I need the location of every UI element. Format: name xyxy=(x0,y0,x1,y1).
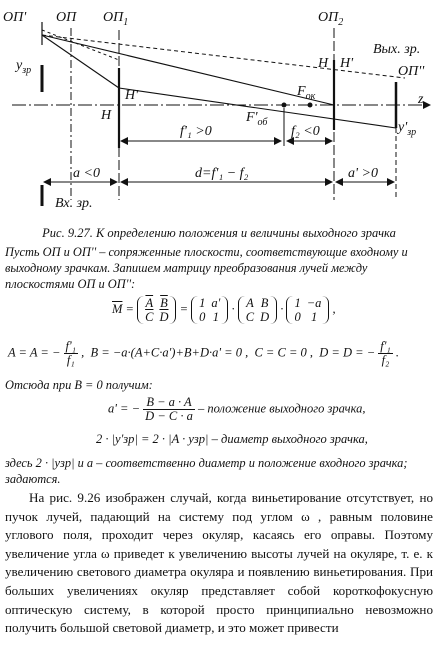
label-op: ОП xyxy=(56,10,77,25)
label-h2-prime: H' xyxy=(340,56,354,71)
body-paragraph: На рис. 9.26 изображен случай, когда виньетирование отсутствует, но пучок лучей, падающий на систему под углом ω , равным половине углового поля, проходит через окуляр, касаясь его оправы. Поэтому увеличение угла ω приведет к увеличению высоты лучей на окуляре, т. е. к увеличению светового диаметра окуляра и появлению виньетирования. При больших увеличениях окуляр представляет собой короткофокусную оптическую систему, в которой просто принципиально невозможно получить большой световой диаметр, и это может привести xyxy=(5,490,433,636)
coefficients-equation: A = A = − $\frac{\text{f'₁}}{\text{f₁}}$ , B = −a·(A+C·a')+B+D·a' = 0 , C = C = 0 , D = D = − $\frac{\text{f'₁}}{\text{f₂}}$ . xyxy=(8,339,399,367)
label-z: z xyxy=(418,92,424,107)
ray-solid-1 xyxy=(42,35,334,105)
label-f-ob: $F'_{об}$ xyxy=(246,110,268,128)
paragraph-conjugate-planes: Пусть ОП и ОП'' – сопряженные плоскости, соответствующие входному и выходному зрачкам. Запишем матрицу преобразования лучей между плоскостями ОП и ОП'': xyxy=(5,245,408,291)
label-a-prime: a' >0 xyxy=(348,166,378,181)
label-d: d=f'₁ − f₂ xyxy=(195,166,249,181)
point-f-ob xyxy=(282,103,287,108)
label-y-zr-prime: $y'_{зр}$ xyxy=(398,120,417,138)
label-h-lower: H xyxy=(101,108,112,123)
label-h-prime-upper: H' xyxy=(125,88,139,103)
paragraph-entrance-pupil: здесь 2 · |yзр| и a – соответственно диаметр и положение входного зрачка; задаются. xyxy=(5,456,408,486)
label-h2: H xyxy=(318,56,329,71)
label-a: a <0 xyxy=(73,166,100,181)
label-op2: $ОП_2$ xyxy=(318,10,344,28)
label-entrance-pupil: Вх. зр. xyxy=(55,196,93,211)
matrix-equation: $\overline{M}$ = $\overline{A}$ $\overline{B}$ $\overline{C}$ $\overline{D}$ = 1 a' 0 1 · A B C D · 1 −a 0 1 , xyxy=(112,296,336,324)
point-f-ok xyxy=(308,103,313,108)
ray-dashed-2 xyxy=(42,30,119,60)
label-y-zr: $y_{зр}$ xyxy=(16,58,32,76)
label-f-ok: $F_{ок}$ xyxy=(297,84,316,102)
label-op-prime: ОП' xyxy=(3,10,27,25)
paragraph-hence: Отсюда при B = 0 получим: xyxy=(5,378,153,392)
exit-pupil-position-equation: a' = − $\frac{B - a \cdot A}{D - C \cdot a}$ – положение выходного зрачка, xyxy=(108,395,366,423)
label-op-double: ОП'' xyxy=(398,64,425,79)
optical-diagram-svg xyxy=(0,0,438,222)
figure-caption: Рис. 9.27. К определению положения и величины выходного зрачка xyxy=(42,226,396,240)
optical-diagram xyxy=(0,0,438,222)
exit-pupil-diameter-equation: 2 · |y'зр| = 2 · |A · yзр| – диаметр выходного зрачка, xyxy=(96,432,368,446)
label-op1: $ОП_1$ xyxy=(103,10,129,28)
label-f2: f₂ <0 xyxy=(291,124,320,139)
label-exit-pupil: Вых. зр. xyxy=(373,42,421,57)
label-f1: f'₁ >0 xyxy=(180,124,212,139)
